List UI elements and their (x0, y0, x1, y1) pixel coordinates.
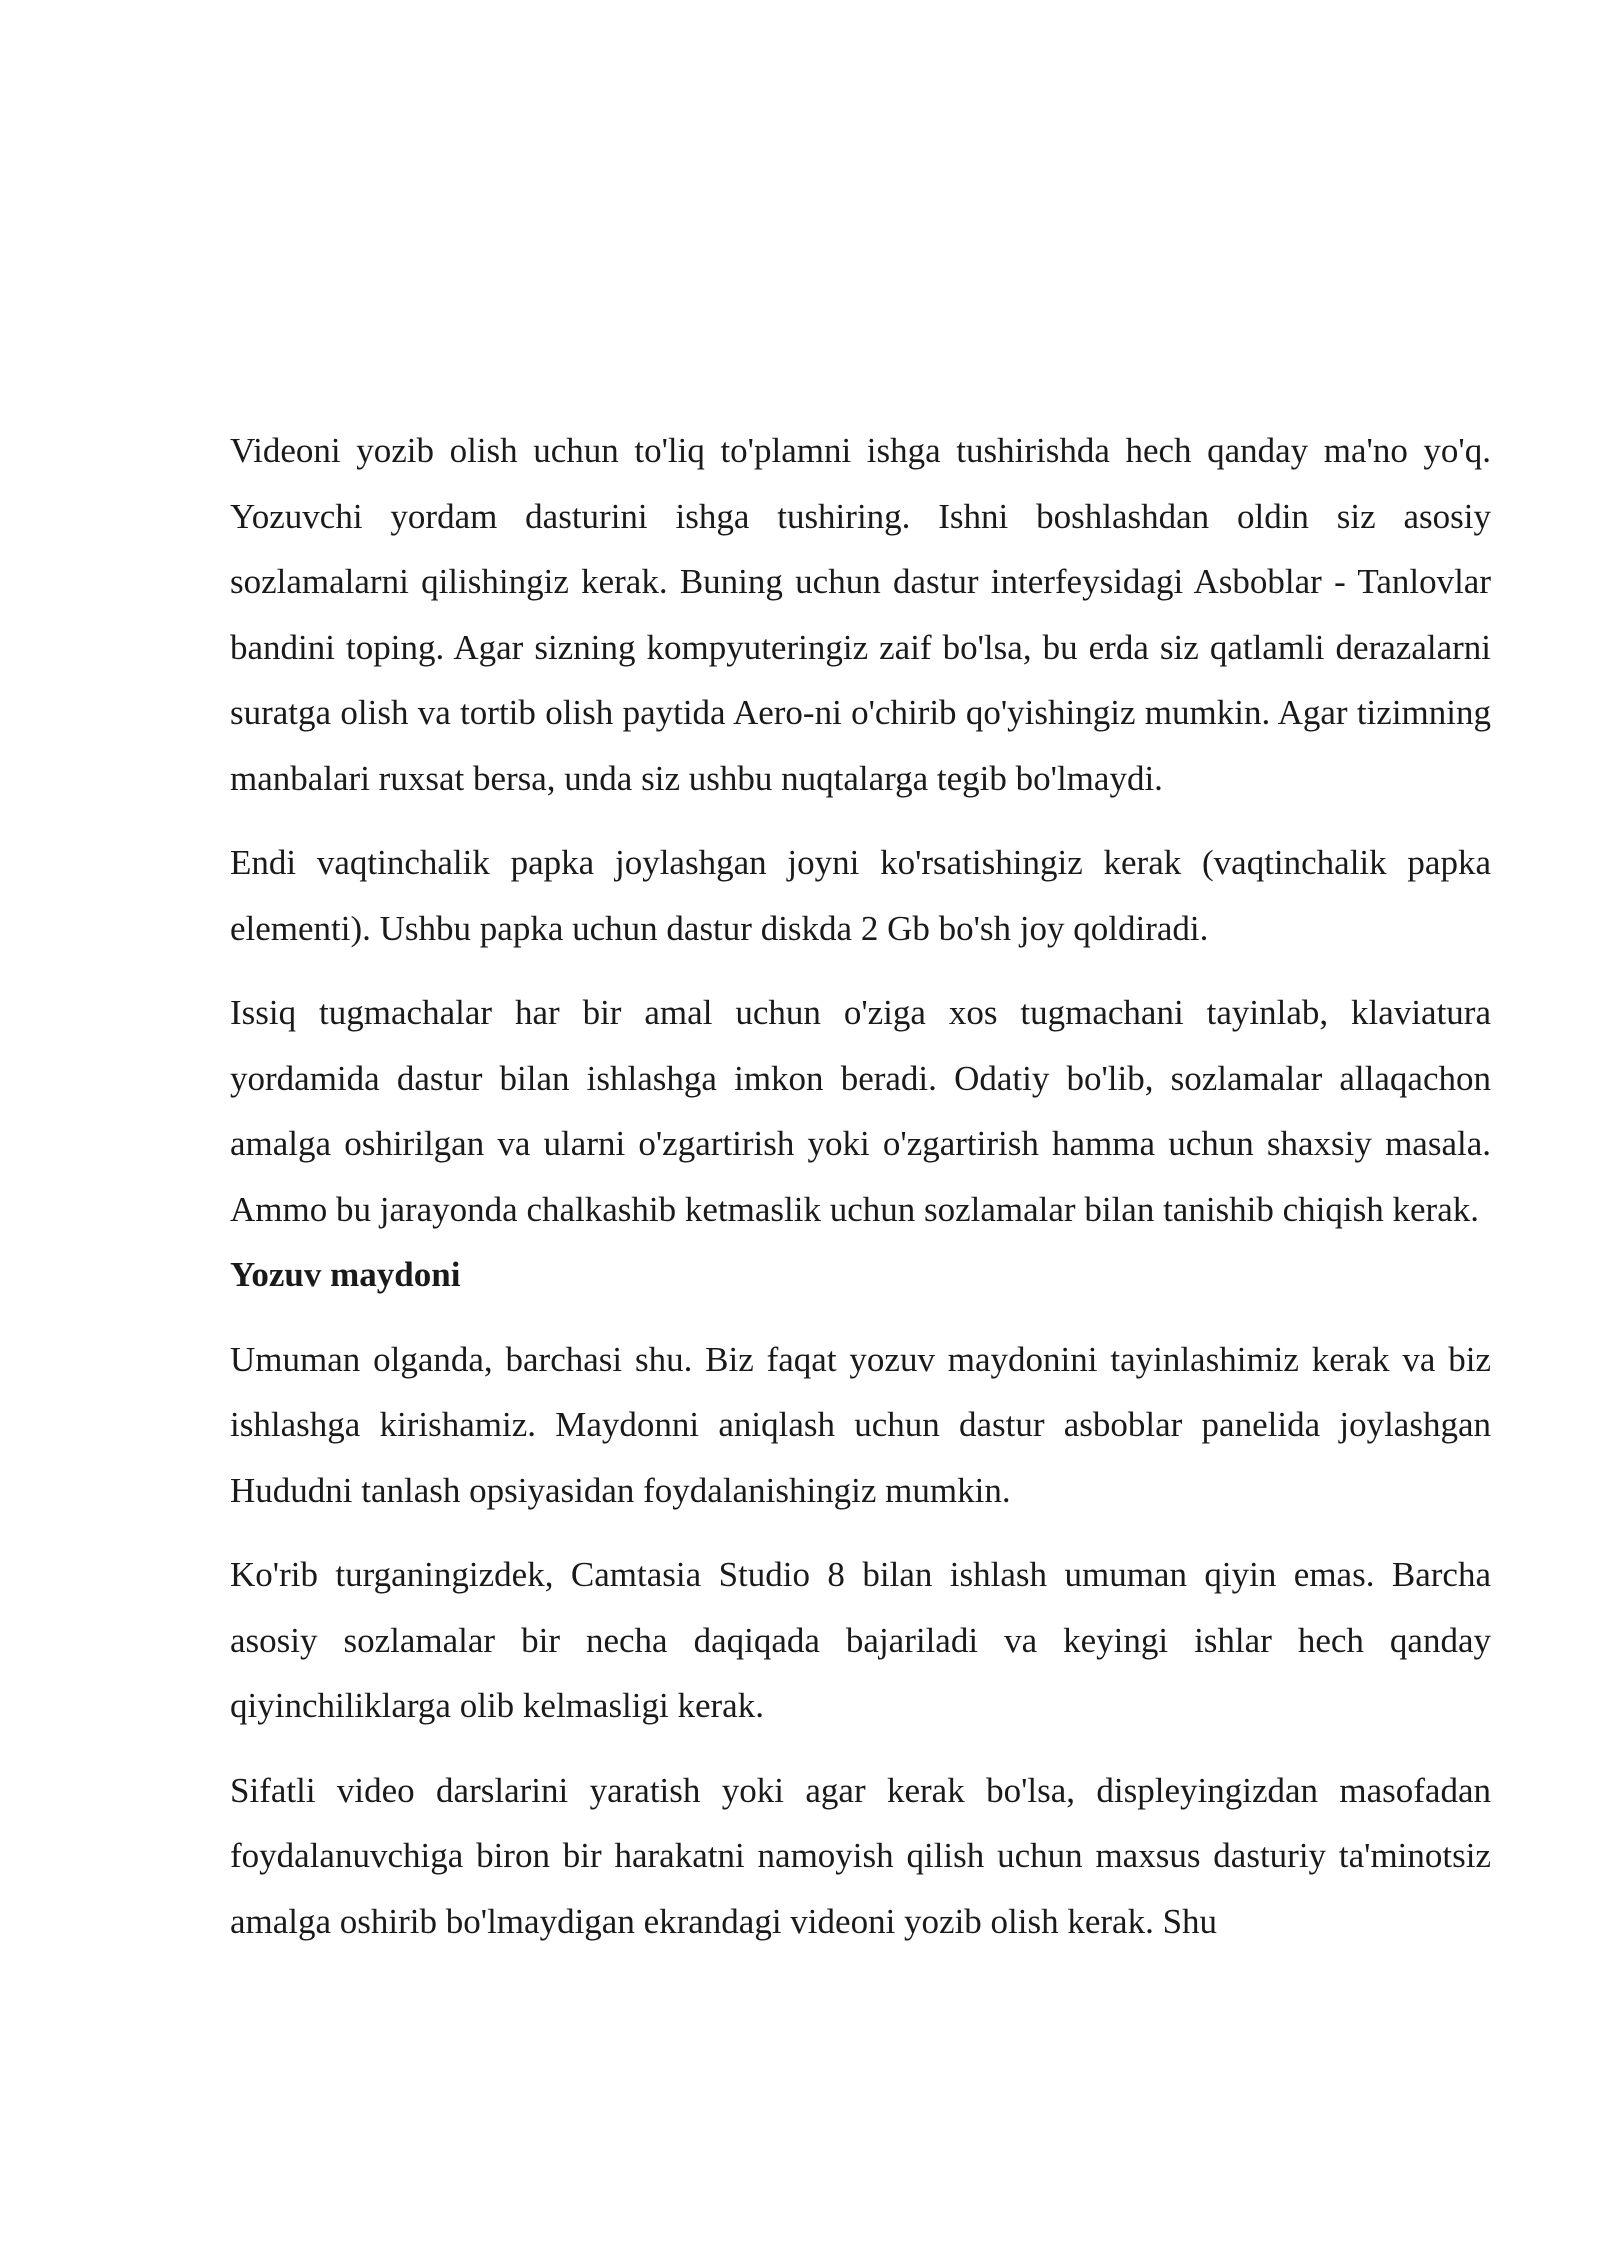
paragraph-recording-area: Umuman olganda, barchasi shu. Biz faqat yozuv maydonini tayinlashimiz kerak va biz ishlashga kirishamiz. Maydonni aniqlash uchun dastur asboblar panelida joylashgan Hududni tanlash opsiyasidan foydalanishingiz mumkin. (230, 1339, 1491, 1510)
paragraph-camtasia: Ko'rib turganingizdek, Camtasia Studio 8 bilan ishlash umuman qiyin emas. Barcha asosiy sozlamalar bir necha daqiqada bajariladi va keyingi ishlar hech qanday qiyinchiliklarga olib kelmasligi kerak. (230, 1555, 1491, 1725)
paragraph-video-lessons: Sifatli video darslarini yaratish yoki agar kerak bo'lsa, displeyingizdan masofadan foydalanuvchiga biron bir harakatni namoyish qilish uchun maxsus dasturiy ta'minotsiz amalga oshirib bo'lmaydigan ekrandagi videoni yozib olish kerak. Shu (230, 1770, 1491, 1941)
paragraph-recording-setup: Videoni yozib olish uchun to'liq to'plamni ishga tushirishda hech qanday ma'no yo'q. Yozuvchi yordam dasturini ishga tushiring. Ishni boshlashdan oldin siz asosiy sozlamalarni qilishingiz kerak. Buning uchun dastur interfeysidagi Asboblar - Tanlovlar bandini toping. Agar sizning kompyuteringiz zaif bo'lsa, bu erda siz qatlamli derazalarni suratga olish va tortib olish paytida Aero-ni o'chirib qo'yishingiz mumkin. Agar tizimning manbalari ruxsat bersa, unda siz ushbu nuqtalarga tegib bo'lmaydi. (230, 431, 1491, 798)
paragraph-temp-folder: Endi vaqtinchalik papka joylashgan joyni ko'rsatishingiz kerak (vaqtinchalik papka elementi). Ushbu papka uchun dastur diskda 2 Gb bo'sh joy qoldiradi. (230, 843, 1491, 948)
section-heading: Yozuv maydoni (230, 1255, 461, 1294)
paragraph-hotkeys: Issiq tugmachalar har bir amal uchun o'ziga xos tugmachani tayinlab, klaviatura yordamida dastur bilan ishlashga imkon beradi. Odatiy bo'lib, sozlamalar allaqachon amalga oshirilgan va ularni o'zgartirish yoki o'zgartirish hamma uchun shaxsiy masala. Ammo bu jarayonda chalkashib ketmaslik uchun sozlamalar bilan tanishib chiqish kerak. (230, 993, 1491, 1229)
document-body (230, 418, 1491, 1973)
